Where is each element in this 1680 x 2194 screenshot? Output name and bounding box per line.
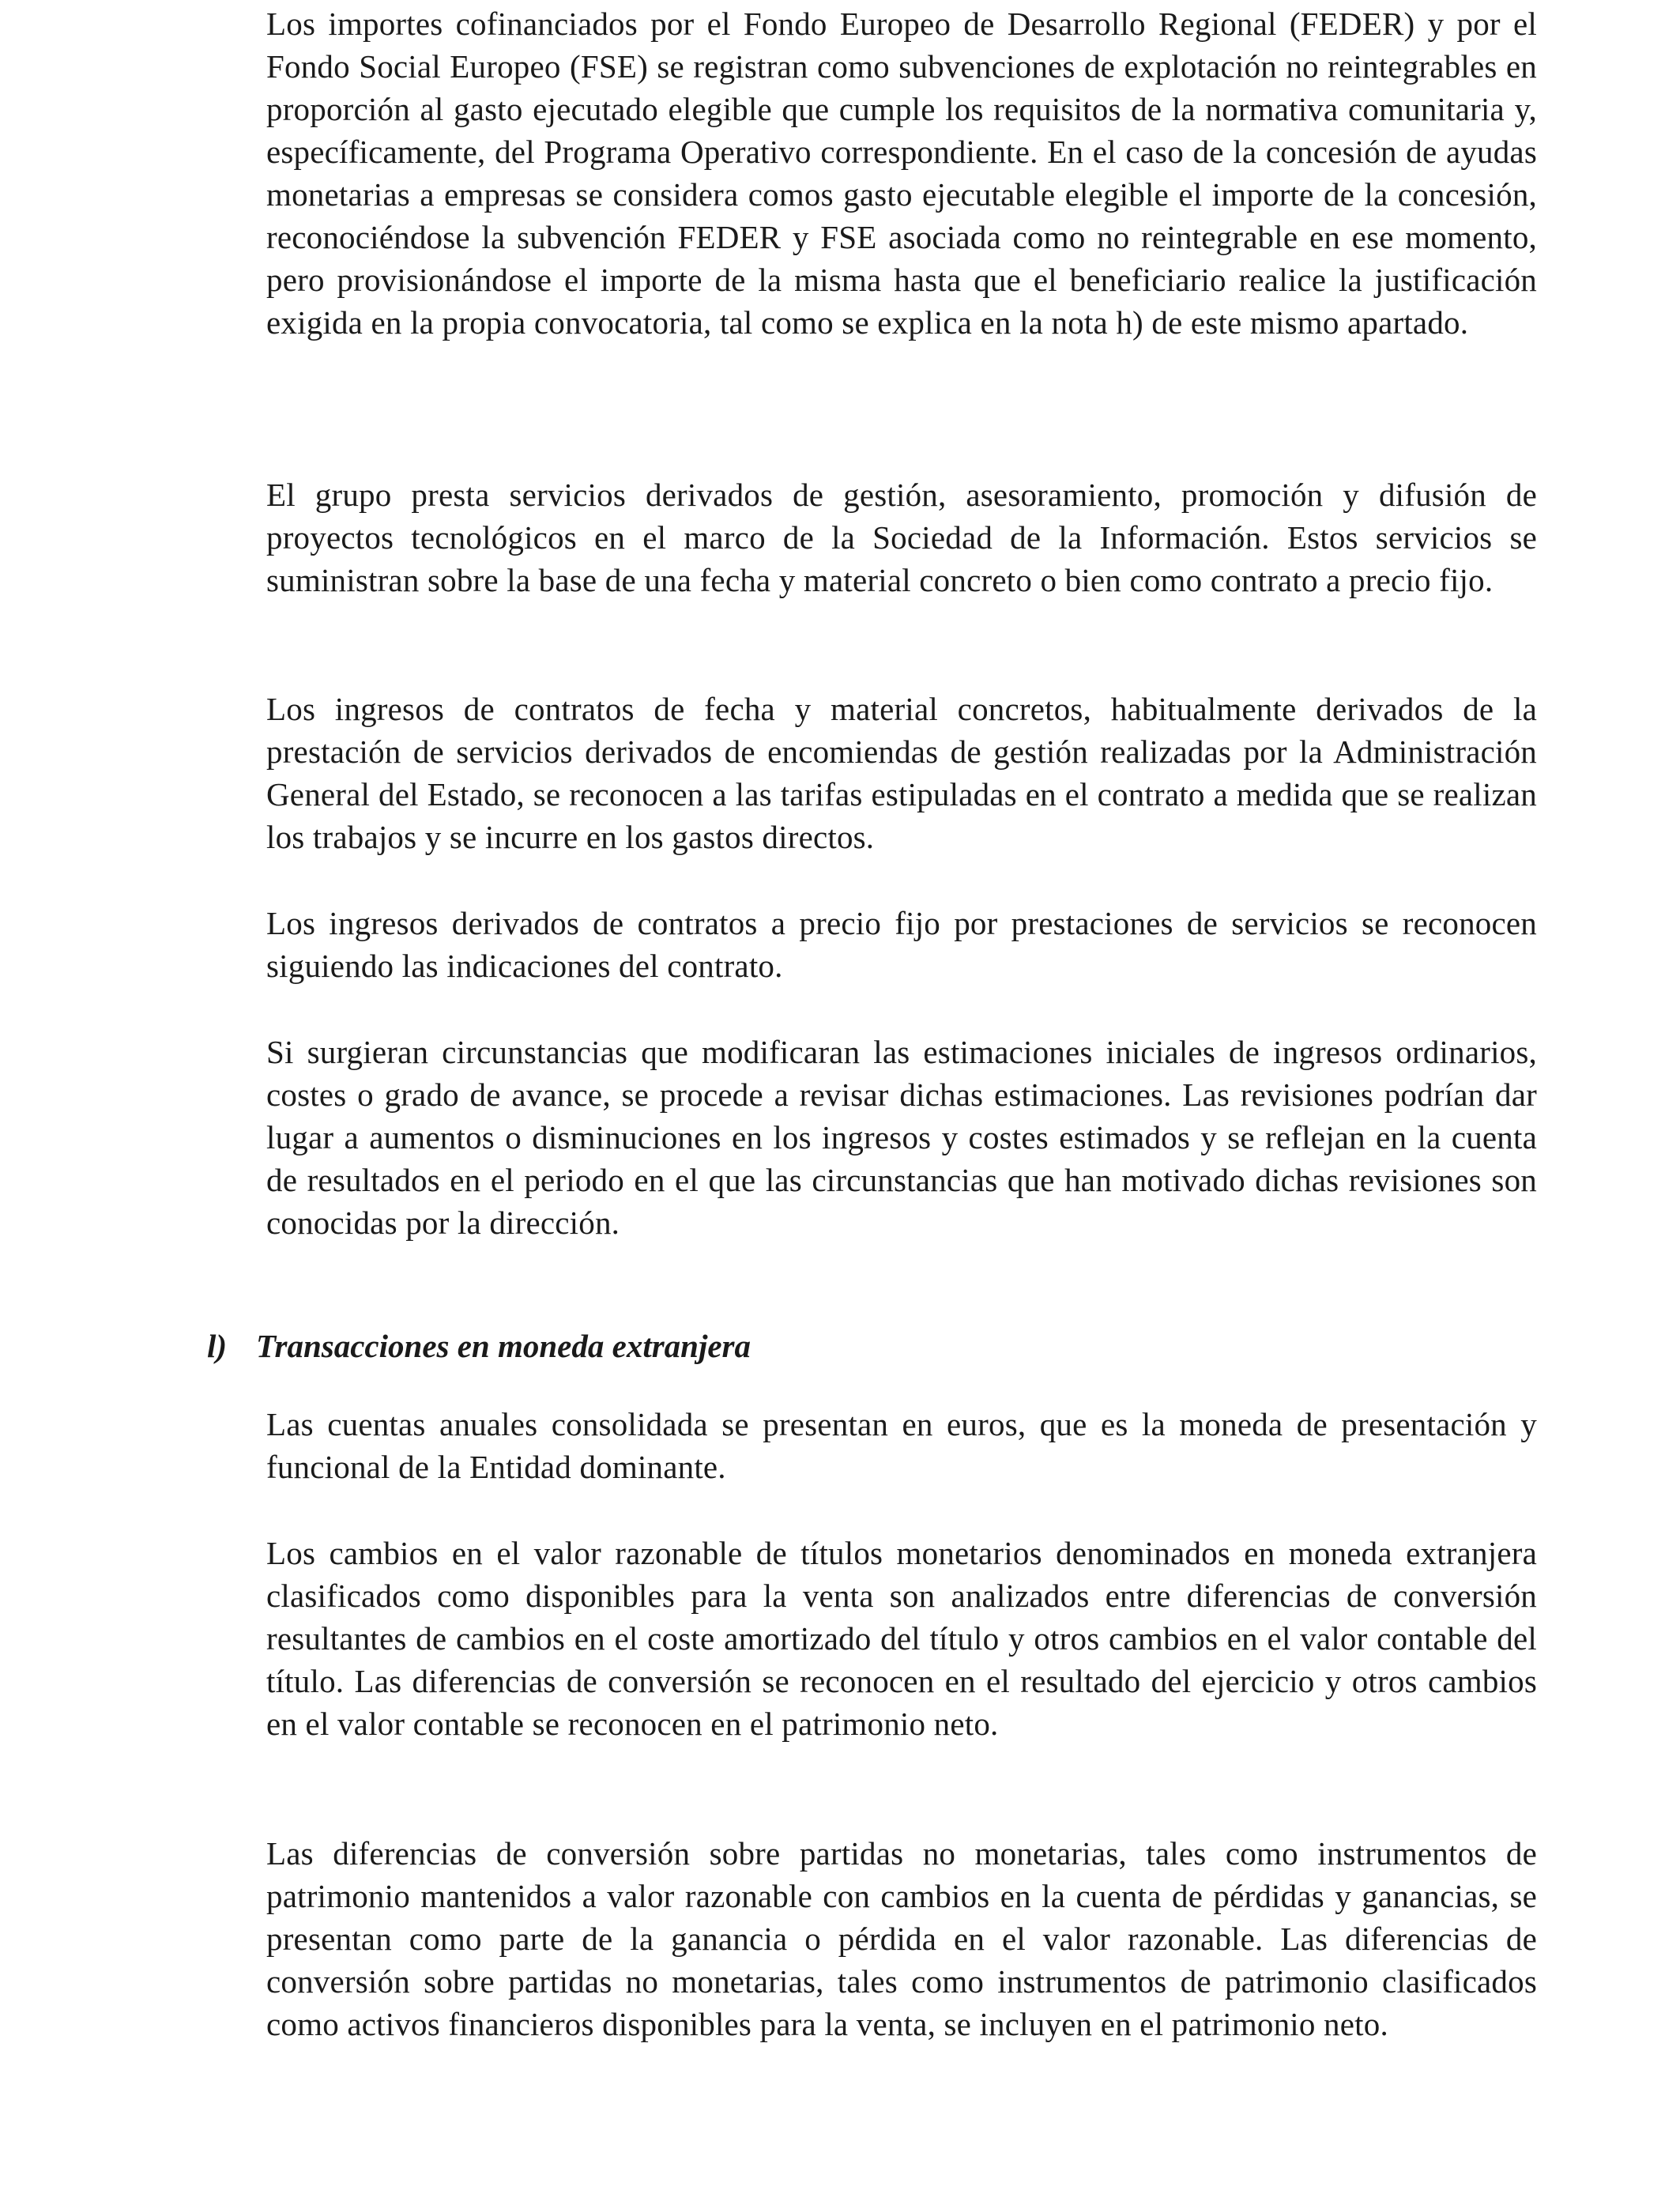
paragraph-date-material-contracts: Los ingresos de contratos de fecha y material concretos, habitualmente derivados de la prestación de servicios derivados de encomiendas de gestión realizadas por la Administración General del Estado, se reconocen a las tarifas estipuladas en el contrato a medida que se realizan los trabajos y se incurre en los gastos directos.	[266, 691, 1537, 855]
section-title: Transacciones en moneda extranjera	[256, 1328, 751, 1364]
paragraph-presentation-currency: Las cuentas anuales consolidada se presentan en euros, que es la moneda de presentación y funcional de la Entidad dominante.	[266, 1406, 1537, 1485]
section-letter: l)	[207, 1328, 228, 1364]
paragraph-feder-fse-subsidies: Los importes cofinanciados por el Fondo Europeo de Desarrollo Regional (FEDER) y por el Fondo Social Europeo (FSE) se registran como subvenciones de explotación no reintegrables en proporción al gasto ejecutado elegible que cumple los requisitos de la normativa comunitaria y, específicamente, del Programa Operativo correspondiente. En el caso de la concesión de ayudas monetarias a empresas se considera comos gasto ejecutable elegible el importe de la concesión, reconociéndose la subvención FEDER y FSE asociada como no reintegrable en ese momento, pero provisionándose el importe de la misma hasta que el beneficiario realice la justificación exigida en la propia convocatoria, tal como se explica en la nota h) de este mismo apartado.	[266, 6, 1537, 341]
paragraph-non-monetary-items: Las diferencias de conversión sobre partidas no monetarias, tales como instrumentos de patrimonio mantenidos a valor razonable con cambios en la cuenta de pérdidas y ganancias, se presentan como parte de la ganancia o pérdida en el valor razonable. Las diferencias de conversión sobre partidas no monetarias, tales como instrumentos de patrimonio clasificados como activos financieros disponibles para la venta, se incluyen en el patrimonio neto.	[266, 1835, 1537, 2042]
paragraph-estimate-revisions: Si surgieran circunstancias que modificaran las estimaciones iniciales de ingresos ordinarios, costes o grado de avance, se procede a revisar dichas estimaciones. Las revisiones podrían dar lugar a aumentos o disminuciones en los ingresos y costes estimados y se reflejan en la cuenta de resultados en el periodo en el que las circunstancias que han motivado dichas revisiones son conocidas por la dirección.	[266, 1034, 1537, 1241]
paragraph-fixed-price-contracts: Los ingresos derivados de contratos a precio fijo por prestaciones de servicios se reconocen siguiendo las indicaciones del contrato.	[266, 905, 1537, 984]
section-heading	[207, 1325, 751, 1367]
paragraph-group-services: El grupo presta servicios derivados de gestión, asesoramiento, promoción y difusión de proyectos tecnológicos en el marco de la Sociedad de la Información. Estos servicios se suministran sobre la base de una fecha y material concreto o bien como contrato a precio fijo.	[266, 477, 1537, 598]
paragraph-monetary-securities: Los cambios en el valor razonable de títulos monetarios denominados en moneda extranjera clasificados como disponibles para la venta son analizados entre diferencias de conversión resultantes de cambios en el coste amortizado del título y otros cambios en el valor contable del título. Las diferencias de conversión se reconocen en el resultado del ejercicio y otros cambios en el valor contable se reconocen en el patrimonio neto.	[266, 1535, 1537, 1742]
